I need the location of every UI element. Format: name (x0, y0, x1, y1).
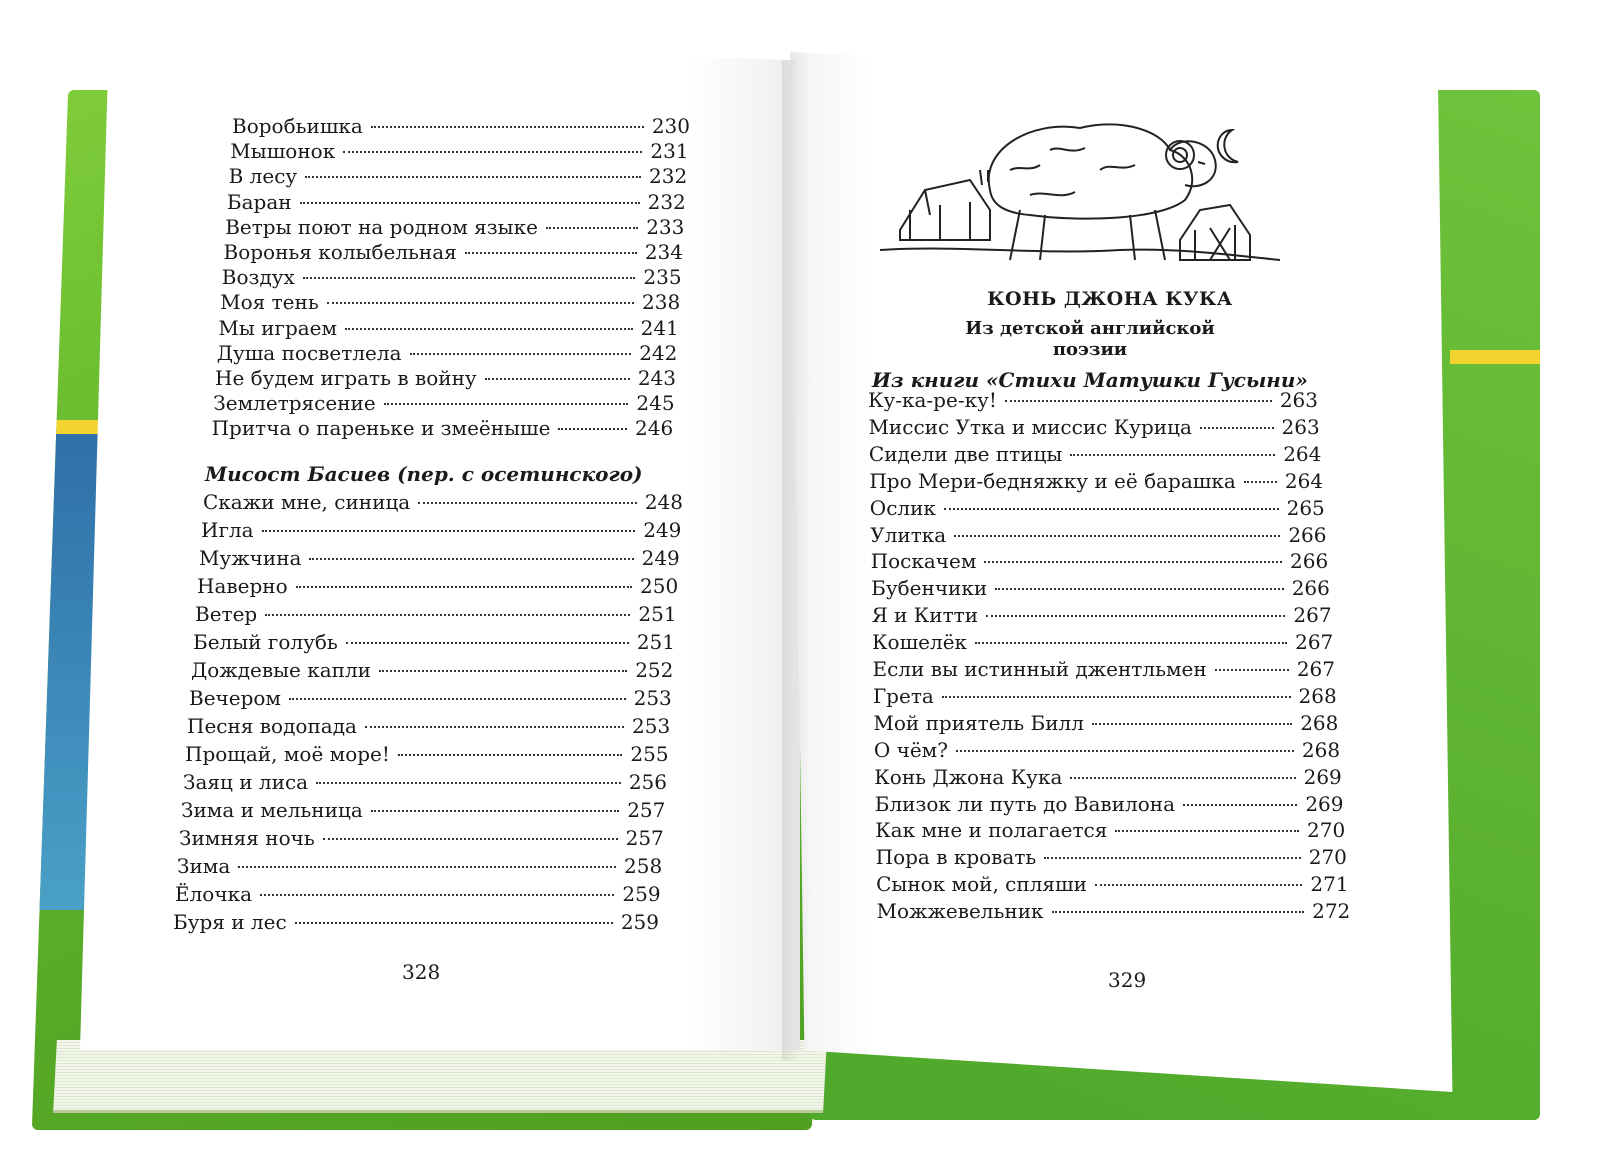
house-illustration-left (900, 170, 990, 240)
toc-leader-dots (1183, 804, 1297, 806)
toc-leader-dots (1005, 400, 1272, 402)
toc-entry (871, 576, 1330, 600)
toc-entry (870, 523, 1326, 547)
toc-entry (224, 240, 684, 264)
toc-entry (868, 388, 1318, 412)
toc-entry-title: Бубенчики (871, 576, 988, 601)
toc-entry (183, 770, 667, 794)
toc-entry-page: 243 (637, 366, 676, 390)
toc-entry-title: Как мне и полагается (875, 818, 1108, 843)
toc-entry-page: 272 (1312, 899, 1351, 924)
toc-entry (869, 442, 1322, 466)
toc-entry (873, 684, 1337, 708)
toc-entry (181, 798, 665, 822)
toc-entry-page: 249 (641, 546, 680, 570)
toc-entry-title: Сынок мой, спляши (876, 872, 1087, 897)
toc-leader-dots (295, 922, 613, 924)
toc-entry (215, 366, 676, 390)
toc-leader-dots (323, 838, 618, 840)
toc-entry-page: 268 (1301, 737, 1341, 762)
ram-body (989, 124, 1216, 260)
toc-leader-dots (418, 502, 637, 504)
toc-entry-title: Если вы истинный джентльмен (872, 657, 1207, 681)
right-page-title: КОНЬ ДЖОНА КУКА (987, 288, 1233, 310)
toc-entry-title: Баран (226, 189, 292, 214)
toc-entry (870, 496, 1325, 520)
toc-entry-title: Не будем играть в войну (215, 366, 477, 390)
toc-entry-title: О чём? (873, 737, 948, 762)
toc-entry-title: Моя тень (220, 290, 319, 315)
toc-entry-title: Наверно (197, 574, 288, 598)
toc-entry-title: В лесу (228, 164, 298, 189)
toc-leader-dots (995, 588, 1284, 590)
toc-leader-dots (956, 750, 1294, 752)
toc-leader-dots (379, 670, 627, 672)
toc-entry (203, 490, 683, 514)
toc-leader-dots (465, 252, 637, 254)
toc-entry-title: Буря и лес (173, 910, 287, 934)
toc-entry-page: 248 (644, 490, 683, 514)
toc-leader-dots (986, 615, 1285, 617)
toc-entry-page: 267 (1296, 657, 1335, 681)
toc-entry-title: Воронья колыбельная (223, 240, 457, 264)
toc-entry (185, 742, 669, 766)
toc-entry-page: 231 (650, 139, 689, 164)
toc-entry-page: 233 (646, 214, 685, 239)
toc-entry (201, 518, 681, 542)
toc-entry-page: 257 (625, 826, 664, 850)
toc-entry-page: 266 (1290, 549, 1329, 574)
toc-entry (189, 686, 672, 710)
toc-entry-title: Мышонок (230, 139, 336, 164)
toc-entry-page: 232 (647, 189, 686, 214)
toc-entry-page: 266 (1288, 522, 1327, 547)
toc-entry-title: Ку-ка-ре-ку! (868, 388, 997, 412)
toc-entry-title: Пора в кровать (875, 845, 1037, 870)
toc-leader-dots (303, 277, 636, 279)
toc-entry-page: 266 (1291, 576, 1330, 601)
toc-entry-page: 251 (636, 630, 675, 654)
toc-entry-page: 232 (649, 164, 688, 189)
toc-entry (197, 574, 678, 598)
toc-entry-title: Дождевые капли (191, 658, 372, 682)
toc-entry-title: Землетрясение (213, 391, 376, 416)
toc-leader-dots (1200, 427, 1274, 429)
toc-entry-page: 242 (639, 340, 678, 365)
toc-entry (217, 341, 678, 365)
toc-leader-dots (1244, 481, 1277, 483)
toc-entry (872, 630, 1333, 654)
left-section-heading: Мисост Басиев (пер. с осетинского) (205, 462, 643, 486)
toc-entry (873, 657, 1336, 681)
toc-entry-page: 263 (1279, 388, 1318, 412)
toc-entry-title: Близок ли путь до Вавилона (874, 791, 1176, 816)
toc-entry (868, 415, 1319, 439)
toc-entry-page: 265 (1286, 495, 1325, 520)
toc-entry-page: 263 (1281, 414, 1320, 439)
toc-entry (177, 854, 662, 878)
toc-entry (173, 910, 659, 934)
toc-leader-dots (975, 642, 1287, 644)
toc-entry (874, 765, 1342, 789)
toc-leader-dots (942, 696, 1291, 698)
toc-entry (876, 872, 1349, 896)
toc-leader-dots (984, 561, 1282, 563)
toc-entry-page: 253 (633, 686, 672, 710)
ram-illustration (880, 110, 1280, 280)
toc-entry-page: 256 (628, 770, 667, 794)
toc-leader-dots (485, 378, 630, 380)
toc-entry-title: Игла (201, 518, 254, 542)
toc-entry (191, 658, 673, 682)
page-edges (53, 1040, 827, 1113)
toc-entry (175, 882, 661, 906)
toc-leader-dots (289, 698, 626, 700)
toc-entry (220, 290, 680, 314)
toc-leader-dots (238, 866, 616, 868)
toc-leader-dots (1092, 723, 1292, 725)
toc-leader-dots (346, 642, 629, 644)
toc-entry (232, 114, 690, 138)
toc-entry-title: Воробьишка (232, 114, 363, 138)
toc-entry (875, 818, 1345, 842)
toc-entry-page: 258 (624, 854, 663, 878)
toc-entry-title: Песня водопада (187, 714, 357, 738)
toc-entry-title: Заяц и лиса (183, 770, 309, 794)
toc-entry-page: 264 (1283, 441, 1322, 466)
toc-entry-title: Ветер (195, 602, 258, 626)
toc-entry-page: 255 (630, 742, 669, 766)
toc-entry (229, 164, 688, 188)
toc-entry (869, 469, 1323, 493)
cover-yellow-band-right (1450, 350, 1540, 364)
toc-entry-page: 270 (1308, 845, 1347, 870)
toc-entry-title: Притча о пареньке и змеёныше (211, 416, 551, 441)
toc-entry-title: Про Мери-бедняжку и её барашка (869, 468, 1236, 493)
toc-entry-page: 269 (1303, 764, 1342, 789)
toc-entry-title: Конь Джона Кука (874, 764, 1063, 789)
toc-entry-page: 270 (1307, 818, 1346, 843)
toc-entry (875, 792, 1344, 816)
toc-leader-dots (260, 894, 614, 896)
toc-entry-page: 245 (636, 391, 675, 416)
toc-entry-title: Ослик (869, 495, 936, 520)
toc-entry-title: Мужчина (199, 546, 302, 570)
toc-leader-dots (384, 403, 629, 405)
toc-entry-page: 264 (1284, 468, 1324, 493)
toc-leader-dots (300, 202, 640, 204)
toc-entry-title: Миссис Утка и миссис Курица (868, 414, 1192, 439)
toc-entry (199, 546, 680, 570)
toc-entry-title: Скажи мне, синица (203, 490, 411, 514)
toc-entry-page: 251 (638, 602, 677, 626)
toc-entry-page: 269 (1305, 791, 1344, 816)
toc-entry (193, 630, 675, 654)
toc-entry (876, 845, 1347, 869)
toc-entry (871, 549, 1329, 573)
toc-leader-dots (558, 428, 627, 430)
toc-entry-title: Зима и мельница (181, 798, 363, 822)
toc-entry (872, 603, 1332, 627)
toc-leader-dots (410, 353, 632, 355)
toc-entry-page: 259 (622, 882, 661, 906)
toc-entry-page: 253 (632, 714, 671, 738)
toc-entry-title: Сидели две птицы (868, 441, 1063, 466)
toc-entry-title: Грета (872, 683, 934, 708)
toc-entry-title: Вечером (189, 686, 281, 710)
toc-leader-dots (345, 328, 633, 330)
toc-leader-dots (265, 614, 630, 616)
right-page-number: 329 (1108, 968, 1147, 992)
toc-leader-dots (1215, 669, 1289, 671)
toc-leader-dots (398, 754, 622, 756)
toc-entry (218, 316, 678, 340)
toc-entry-title: Улитка (870, 522, 947, 547)
toc-entry-page: 257 (627, 798, 666, 822)
toc-entry-page: 271 (1310, 872, 1349, 897)
crescent-moon-icon (1218, 130, 1238, 162)
toc-entry-page: 249 (643, 518, 682, 542)
toc-entry-title: Поскачем (870, 549, 977, 574)
toc-entry (873, 711, 1338, 735)
toc-entry (187, 714, 670, 738)
toc-entry-title: Прощай, моё море! (185, 742, 390, 766)
toc-entry-title: Я и Китти (871, 603, 979, 628)
toc-leader-dots (954, 535, 1280, 537)
left-page-number: 328 (402, 960, 441, 984)
toc-entry-page: 268 (1300, 710, 1339, 735)
toc-leader-dots (1115, 830, 1299, 832)
toc-entry (874, 738, 1340, 762)
toc-entry-page: 267 (1295, 630, 1334, 655)
toc-entry-page: 234 (644, 240, 683, 264)
toc-entry (195, 602, 677, 626)
right-section-heading: Из книги «Стихи Матушки Гусыни» (872, 368, 1308, 392)
toc-entry-page: 235 (643, 265, 682, 290)
toc-entry-page: 268 (1298, 683, 1337, 708)
toc-leader-dots (1052, 911, 1305, 913)
toc-leader-dots (296, 586, 632, 588)
toc-leader-dots (944, 508, 1279, 510)
toc-entry-title: Мы играем (218, 315, 338, 340)
toc-entry-title: Можжевельник (876, 899, 1044, 924)
toc-entry (222, 265, 682, 289)
toc-leader-dots (262, 530, 636, 532)
toc-entry-page: 238 (642, 290, 681, 315)
toc-entry (230, 139, 688, 163)
toc-entry-title: Ветры поют на родном языке (225, 214, 538, 239)
toc-entry-title: Белый голубь (193, 630, 338, 654)
toc-leader-dots (1070, 777, 1295, 779)
toc-leader-dots (309, 558, 633, 560)
toc-leader-dots (343, 151, 642, 153)
toc-leader-dots (316, 782, 621, 784)
toc-entry-page: 230 (651, 114, 690, 138)
toc-leader-dots (305, 176, 641, 178)
toc-entry-page: 267 (1293, 603, 1332, 628)
book-spine (782, 60, 798, 1060)
toc-entry-page: 259 (620, 910, 659, 934)
toc-entry (225, 215, 684, 239)
toc-leader-dots (1095, 884, 1302, 886)
toc-entry-title: Кошелёк (872, 630, 968, 655)
toc-entry (179, 826, 664, 850)
toc-entry (213, 391, 674, 415)
toc-entry-title: Мой приятель Билл (873, 710, 1084, 735)
toc-leader-dots (365, 726, 624, 728)
toc-entry-page: 250 (640, 574, 679, 598)
toc-leader-dots (1070, 454, 1275, 456)
toc-entry-title: Ёлочка (175, 882, 252, 906)
toc-leader-dots (371, 126, 644, 128)
toc-entry-title: Зимняя ночь (179, 826, 315, 850)
toc-entry-page: 246 (635, 416, 674, 441)
toc-entry (877, 899, 1351, 923)
toc-entry-title: Душа посветлела (216, 340, 402, 365)
toc-leader-dots (371, 810, 619, 812)
toc-entry (227, 190, 686, 214)
toc-leader-dots (327, 302, 634, 304)
toc-entry-page: 252 (635, 658, 674, 682)
toc-entry (212, 416, 674, 440)
toc-leader-dots (1044, 857, 1300, 859)
right-page-subtitle: Из детской английской поэзии (965, 318, 1215, 360)
toc-entry-page: 241 (640, 315, 679, 340)
toc-entry-title: Зима (177, 854, 231, 878)
toc-entry-title: Воздух (221, 265, 295, 290)
toc-leader-dots (546, 227, 638, 229)
